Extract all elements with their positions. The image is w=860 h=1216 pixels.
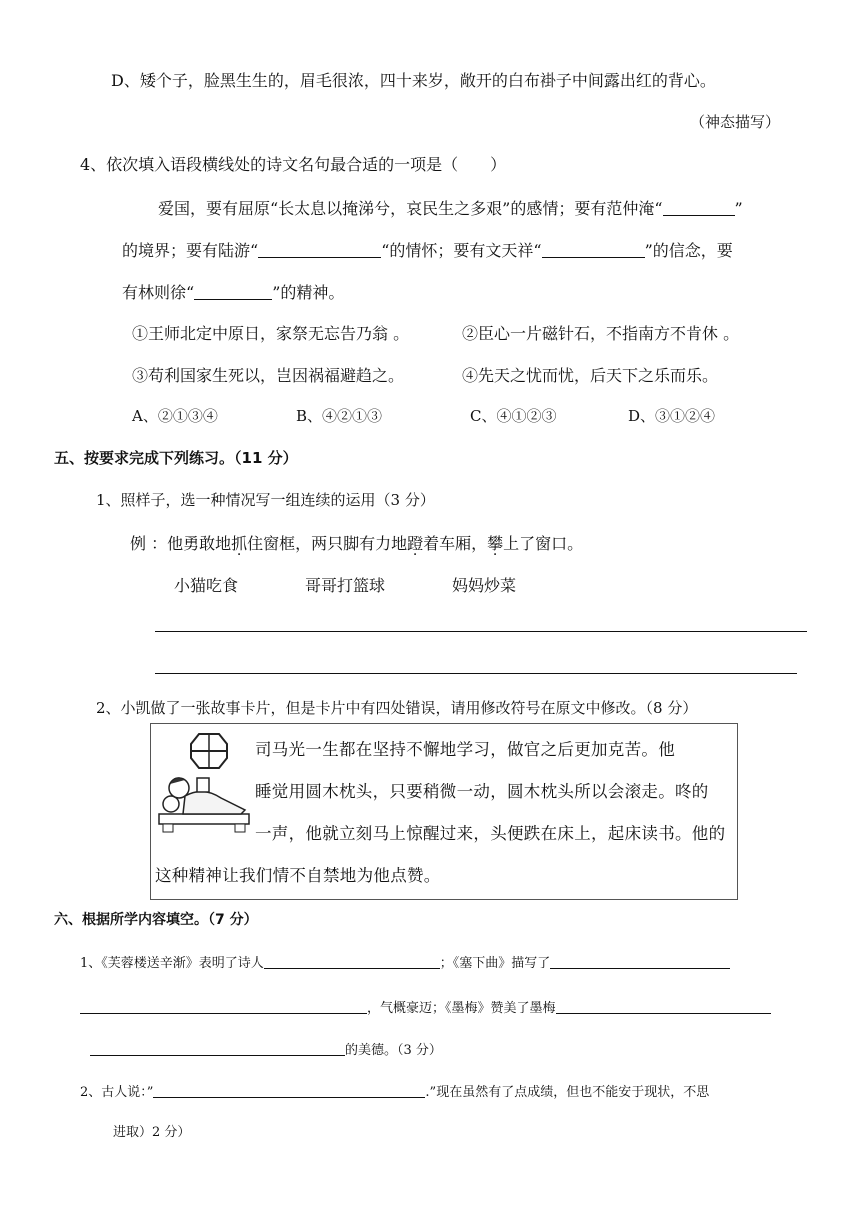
q4-item-2: ②臣心一片磁针石，不指南方不肯休 。 — [462, 324, 740, 343]
option-cat-eating[interactable]: 小猫吃食 — [174, 576, 239, 595]
blank-mo-mei-cont[interactable] — [90, 1042, 345, 1056]
q4-para1-quote: ” — [734, 199, 743, 218]
example-verb-1: 抓 — [231, 534, 248, 553]
blank-lin-zexu[interactable] — [194, 283, 272, 300]
option-d-text: D、矮个子，脸黑生生的，眉毛很浓，四十来岁，敞开的白布褂子中间露出红的背心。 — [111, 71, 716, 90]
blank-ancient-saying[interactable] — [153, 1084, 425, 1098]
card-line-2: 睡觉用圆木枕头，只要稍微一动，圆木枕头所以会滚走。咚的 — [255, 782, 709, 801]
choice-b[interactable]: B、④②①③ — [296, 407, 383, 425]
q4-paragraph-line-1 — [158, 196, 743, 219]
blank-mo-mei[interactable] — [556, 1000, 771, 1014]
blank-lu-you[interactable] — [258, 241, 381, 258]
s6-q2-text-b: .”现在虽然有了点成绩，但也不能安于现状，不思 — [425, 1085, 710, 1100]
q4-item-3: ③苟利国家生死以，岂因祸福避趋之。 — [132, 366, 405, 385]
blank-wen-tianxiang[interactable] — [542, 241, 645, 258]
choice-a[interactable]: A、②①③④ — [132, 407, 218, 425]
choice-c[interactable]: C、④①②③ — [470, 407, 557, 425]
blank-furong-lou[interactable] — [264, 955, 440, 969]
q4-para2-text-c: ”的信念，要 — [644, 241, 733, 260]
card-line-1: 司马光一生都在坚持不懈地学习，做官之后更加克苦。他 — [255, 740, 675, 759]
blank-saixia-qu[interactable] — [550, 955, 730, 969]
option-d-note: （神态描写） — [690, 113, 781, 131]
choice-d[interactable]: D、③①②④ — [628, 407, 716, 425]
answer-line-2[interactable] — [155, 673, 797, 674]
card-line-3: 一声，他就立刻马上惊醒过来，头便跌在床上，起床读书。他的 — [255, 824, 726, 843]
s6-q1-text-c: ，气概豪迈；《墨梅》赞美了墨梅 — [367, 1001, 556, 1016]
q4-item-1: ①王师北定中原日，家祭无忘告乃翁 。 — [132, 324, 410, 343]
example-mid-1: 住窗框，两只脚有力地 — [247, 534, 408, 553]
example-suffix: 上了窗口。 — [503, 534, 584, 553]
q4-para2-text-a: 的境界；要有陆游“ — [122, 241, 259, 260]
s6-q2-text-a: 2、古人说：” — [80, 1085, 154, 1100]
example-prefix: 例 ：他勇敢地 — [130, 534, 232, 553]
s6-q1-text-d: 的美德。（3 分） — [345, 1043, 442, 1058]
q4-para3-text-a: 有林则徐“ — [122, 283, 195, 302]
q4-paragraph-line-2 — [122, 238, 733, 261]
s5-question-1: 1、照样子，选一种情况写一组连续的运用（3 分） — [96, 491, 435, 509]
section-5-title: 五、按要求完成下列练习。（11 分） — [54, 449, 298, 467]
option-brother-basketball[interactable]: 哥哥打篮球 — [305, 576, 386, 595]
question-4: 4、依次填入语段横线处的诗文名句最合适的一项是（ ） — [80, 155, 507, 174]
card-line-4: 这种精神让我们情不自禁地为他点赞。 — [155, 866, 441, 885]
section-6-title: 六、根据所学内容填空。（7 分） — [54, 912, 258, 928]
s6-q1-text-a: 1、《芙蓉楼送辛渐》表明了诗人 — [80, 956, 264, 971]
s5-question-2: 2、小凯做了一张故事卡片，但是卡片中有四处错误，请用修改符号在原文中修改。（8 分） — [96, 699, 698, 717]
blank-saixia-qu-cont[interactable] — [80, 1000, 367, 1014]
q4-para1-text: 爱国，要有屈原“长太息以掩涕兮，哀民生之多艰”的感情；要有范仲淹“ — [158, 199, 663, 218]
s6-q2-line-1 — [80, 1081, 709, 1100]
example-mid-2: 着车厢， — [423, 534, 488, 553]
q4-item-4: ④先天之忧而忧，后天下之乐而乐。 — [462, 366, 719, 385]
s6-q2-line-2: 进取）2 分） — [113, 1125, 191, 1140]
s6-q1-text-b: ；《塞下曲》描写了 — [439, 956, 551, 971]
blank-fan-zhongyan[interactable] — [663, 199, 735, 216]
q4-paragraph-line-3 — [122, 280, 344, 303]
example-verb-2: 蹬 — [407, 534, 424, 553]
s6-q1-line-1 — [80, 952, 730, 971]
q4-para3-text-b: ”的精神。 — [272, 283, 345, 302]
sima-guang-illustration — [153, 726, 253, 846]
example-verb-3: 攀 — [487, 534, 504, 553]
s5-example — [130, 531, 583, 554]
s6-q1-line-2 — [80, 997, 771, 1016]
q4-para2-text-b: “的情怀；要有文天祥“ — [381, 241, 542, 260]
option-mom-cooking[interactable]: 妈妈炒菜 — [452, 576, 517, 595]
s6-q1-line-3 — [90, 1039, 442, 1058]
story-card — [150, 723, 738, 900]
answer-line-1[interactable] — [155, 631, 807, 632]
